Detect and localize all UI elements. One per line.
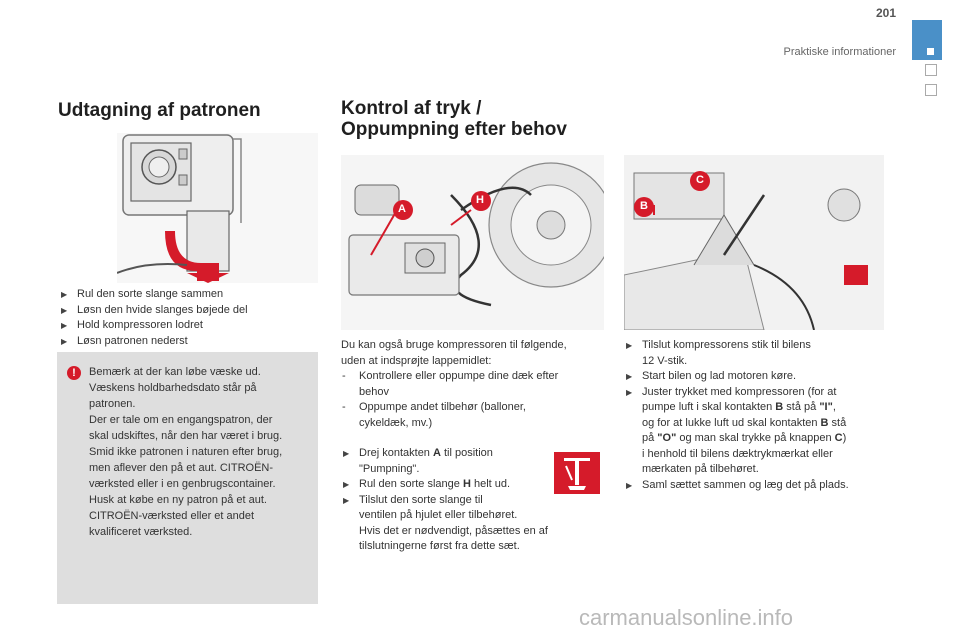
uses-list xyxy=(341,369,601,431)
list-item xyxy=(624,338,889,369)
use-line: Kontrollere eller oppumpe dine dæk efter xyxy=(359,370,559,382)
cartridge-removal-illustration xyxy=(117,133,318,283)
step-text: på xyxy=(642,432,658,444)
title-line: Kontrol af tryk / xyxy=(341,98,482,119)
left-section-title: Udtagning af patronen xyxy=(58,100,261,121)
list-item xyxy=(341,446,556,477)
list-item: ▶ Hold kompressoren lodret xyxy=(59,318,319,334)
step-text: helt ud. xyxy=(470,478,511,490)
list-item xyxy=(624,385,889,478)
note-line: Der er tale om en engangspatron, der xyxy=(89,414,273,426)
step-text: Juster trykket med kompressoren (for at xyxy=(642,385,837,398)
warning-text xyxy=(89,364,311,540)
switch-label: B xyxy=(775,401,784,413)
step-text: Start bilen og lad motoren køre. xyxy=(642,370,797,382)
step-text: og for at lukke luft ud skal kontakten xyxy=(642,416,821,429)
list-item xyxy=(341,477,556,493)
step-text: Rul den sorte slange xyxy=(359,478,463,490)
step-text: "Pumpning". xyxy=(359,462,420,475)
note-line: Bemærk at der kan løbe væske ud. xyxy=(89,366,261,378)
note-line: CITROËN-værksted eller et andet xyxy=(89,510,255,522)
switch-label: B xyxy=(820,416,829,429)
chapter-tab-empty[interactable] xyxy=(925,64,937,76)
cartridge-drawing xyxy=(117,133,318,283)
step-text: Drej kontakten xyxy=(359,447,433,459)
note-line: Smid ikke patronen i naturen efter brug, xyxy=(89,446,283,458)
right-section-title xyxy=(341,98,641,140)
pump-glyph xyxy=(554,452,600,494)
use-line: Oppumpe andet tilbehør (balloner, xyxy=(359,401,526,413)
note-line: værksted eller i en genbrugscontainer. xyxy=(89,478,276,490)
car-socket-illustration xyxy=(624,155,884,330)
step-text: Hvis det er nødvendigt, påsættes en af xyxy=(359,524,548,537)
step-text: Tilslut kompressorens stik til bilens xyxy=(642,339,811,351)
exclamation-icon: ! xyxy=(67,366,81,380)
note-line: skal udskiftes, når den har været i brug. xyxy=(89,430,283,442)
callout-label-a: A xyxy=(398,203,406,215)
chapter-tab[interactable] xyxy=(912,20,942,60)
step-text: til position xyxy=(440,447,493,459)
note-line: Husk at købe en ny patron på et aut. xyxy=(89,494,267,506)
section-title: Praktiske informationer xyxy=(783,46,896,58)
tab-square-icon xyxy=(927,48,934,55)
step-text: 12 V-stik. xyxy=(642,354,688,367)
list-item: ▶ Saml sættet sammen og læg det på plads. xyxy=(624,478,889,494)
step-text: i henhold til bilens dæktrykmærkat eller xyxy=(642,447,833,460)
use-line: behov xyxy=(359,385,389,398)
switch-position: "O" xyxy=(657,432,677,444)
list-item xyxy=(341,493,556,555)
step-text: stå xyxy=(828,416,847,429)
button-label: C xyxy=(834,432,843,444)
step-text: , xyxy=(832,401,836,413)
warning-note xyxy=(57,352,318,604)
intro-line: Du kan også bruge kompressoren til følgende, xyxy=(341,339,567,351)
compressor-drawing xyxy=(341,155,604,330)
step-text: og man skal trykke på knappen xyxy=(676,432,835,444)
list-item xyxy=(624,369,889,385)
callout-label-b: B xyxy=(640,200,648,212)
inflation-steps-list xyxy=(624,338,889,493)
list-item xyxy=(341,400,601,431)
note-line: Væskens holdbarhedsdato står på xyxy=(89,382,257,394)
note-line: men aflever den på et aut. CITROËN- xyxy=(89,462,274,474)
compressor-pump-icon xyxy=(554,452,600,494)
use-line: cykeldæk, mv.) xyxy=(359,416,433,429)
switch-position: "I" xyxy=(819,401,833,413)
page-number: 201 xyxy=(875,6,896,20)
step-text: ventilen på hjulet eller tilbehøret. xyxy=(359,509,518,521)
title-line: Oppumpning efter behov xyxy=(341,119,567,140)
chapter-tab-empty[interactable] xyxy=(925,84,937,96)
step-text: stå på xyxy=(783,401,820,413)
hose-label: H xyxy=(462,478,471,490)
watermark: carmanualsonline.info xyxy=(579,605,794,630)
note-line: kvalificeret værksted. xyxy=(89,526,193,538)
intro-line: uden at indsprøjte lappemidlet: xyxy=(341,354,492,367)
callout-label-h: H xyxy=(476,194,484,206)
cartridge-steps-list xyxy=(59,287,319,349)
socket-drawing xyxy=(624,155,884,330)
switch-label: A xyxy=(432,447,441,459)
step-text: tilslutningerne først fra dette sæt. xyxy=(359,540,520,552)
step-text: Tilslut den sorte slange til xyxy=(359,493,483,506)
list-item: ▶ Rul den sorte slange sammen xyxy=(59,287,319,303)
list-item: ▶ Løsn patronen nederst xyxy=(59,334,319,350)
compressor-wheel-illustration xyxy=(341,155,604,330)
step-text: ) xyxy=(842,432,847,444)
note-line: patronen. xyxy=(89,398,136,410)
callout-label-c: C xyxy=(696,174,704,186)
list-item: ▶ Løsn den hvide slanges bøjede del xyxy=(59,303,319,319)
intro-paragraph xyxy=(341,338,601,431)
pump-steps-list xyxy=(341,446,556,555)
step-text: pumpe luft i skal kontakten xyxy=(642,401,776,413)
step-text: mærkaten på tilbehøret. xyxy=(642,463,759,475)
list-item xyxy=(341,369,601,400)
